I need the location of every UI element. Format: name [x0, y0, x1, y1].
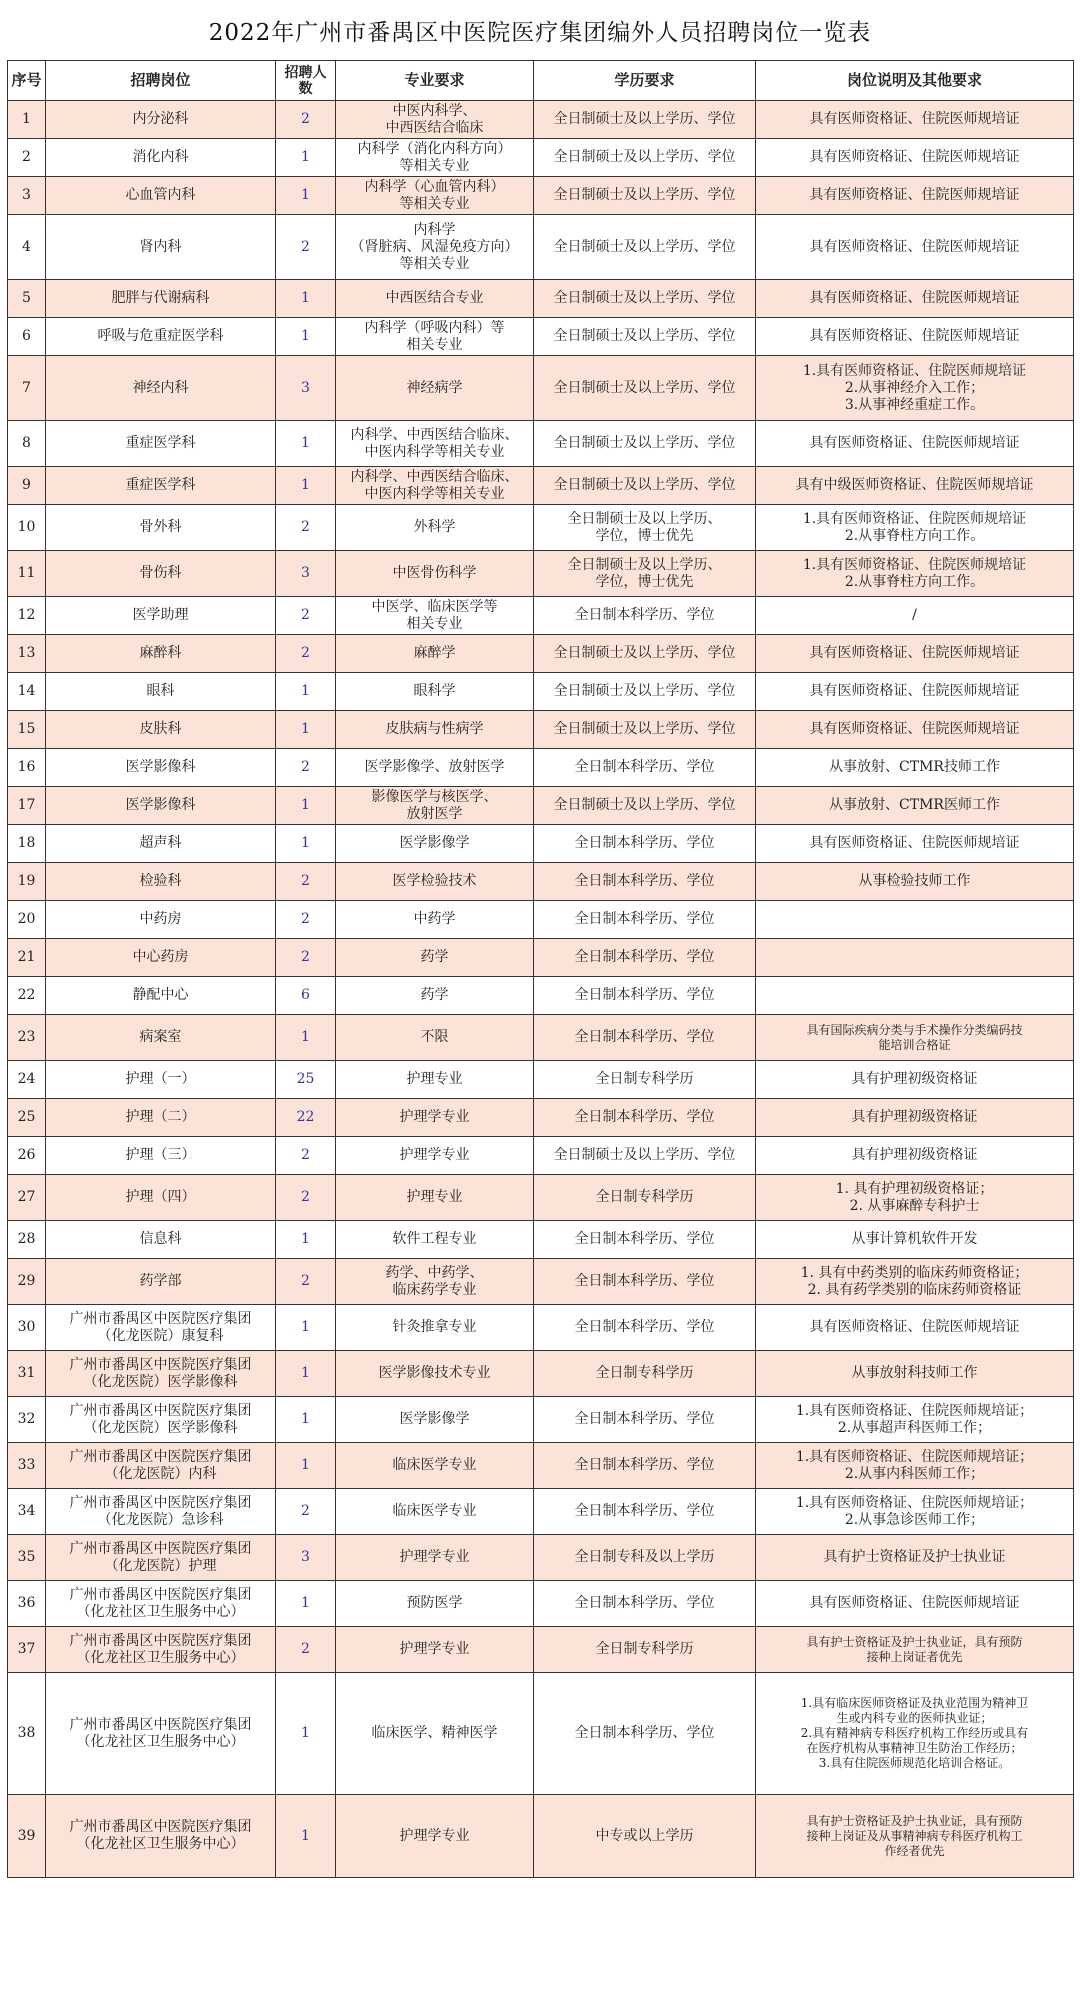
cell-major: 预防医学 — [336, 1581, 534, 1627]
table-row — [8, 215, 1074, 280]
cell-major: 中医学、临床医学等 相关专业 — [336, 597, 534, 635]
cell-edu: 全日制硕士及以上学历、学位 — [534, 215, 756, 280]
cell-note: 具有医师资格证、住院医师规培证 — [756, 711, 1074, 749]
cell-post: 中心药房 — [46, 939, 276, 977]
table-row — [8, 1221, 1074, 1259]
table-row — [8, 1015, 1074, 1061]
cell-major: 中药学 — [336, 901, 534, 939]
cell-note: 1.具有医师资格证、住院医师规培证； 2.从事超声科医师工作； — [756, 1397, 1074, 1443]
cell-major: 护理专业 — [336, 1061, 534, 1099]
cell-major: 护理学专业 — [336, 1535, 534, 1581]
cell-post: 重症医学科 — [46, 467, 276, 505]
cell-edu: 全日制硕士及以上学历、学位 — [534, 356, 756, 421]
table-row — [8, 551, 1074, 597]
cell-post: 药学部 — [46, 1259, 276, 1305]
cell-edu: 全日制硕士及以上学历、学位 — [534, 318, 756, 356]
cell-edu: 全日制本科学历、学位 — [534, 1099, 756, 1137]
cell-count: 1 — [276, 1351, 336, 1397]
table-row — [8, 749, 1074, 787]
cell-major: 护理学专业 — [336, 1137, 534, 1175]
cell-edu: 全日制硕士及以上学历、学位 — [534, 421, 756, 467]
table-row — [8, 1673, 1074, 1795]
cell-count: 2 — [276, 863, 336, 901]
cell-edu: 全日制本科学历、学位 — [534, 1673, 756, 1795]
cell-edu: 全日制专科学历 — [534, 1061, 756, 1099]
cell-note — [756, 901, 1074, 939]
table-row — [8, 1259, 1074, 1305]
cell-edu: 全日制硕士及以上学历、学位 — [534, 467, 756, 505]
cell-post: 皮肤科 — [46, 711, 276, 749]
cell-note: 具有医师资格证、住院医师规培证 — [756, 825, 1074, 863]
cell-no: 38 — [8, 1673, 46, 1795]
cell-major: 影像医学与核医学、 放射医学 — [336, 787, 534, 825]
cell-post: 超声科 — [46, 825, 276, 863]
cell-note: 具有护理初级资格证 — [756, 1061, 1074, 1099]
cell-note: 具有医师资格证、住院医师规培证 — [756, 318, 1074, 356]
cell-edu: 全日制本科学历、学位 — [534, 977, 756, 1015]
table-row — [8, 597, 1074, 635]
cell-post: 广州市番禺区中医院医疗集团 （化龙社区卫生服务中心） — [46, 1581, 276, 1627]
page-title: 2022年广州市番禺区中医院医疗集团编外人员招聘岗位一览表 — [208, 19, 872, 46]
cell-post: 呼吸与危重症医学科 — [46, 318, 276, 356]
cell-edu: 全日制本科学历、学位 — [534, 1397, 756, 1443]
cell-post: 广州市番禺区中医院医疗集团 （化龙医院）医学影像科 — [46, 1351, 276, 1397]
cell-post: 骨伤科 — [46, 551, 276, 597]
table-row — [8, 467, 1074, 505]
cell-note: 从事放射、CTMR医师工作 — [756, 787, 1074, 825]
cell-no: 22 — [8, 977, 46, 1015]
cell-note — [756, 977, 1074, 1015]
cell-no: 8 — [8, 421, 46, 467]
cell-edu: 全日制本科学历、学位 — [534, 863, 756, 901]
cell-major: 内科学、中西医结合临床、 中医内科学等相关专业 — [336, 467, 534, 505]
cell-post: 消化内科 — [46, 139, 276, 177]
cell-note: 1.具有医师资格证、住院医师规培证 2.从事神经介入工作； 3.从事神经重症工作。 — [756, 356, 1074, 421]
cell-count: 1 — [276, 318, 336, 356]
cell-count: 1 — [276, 177, 336, 215]
cell-count: 2 — [276, 635, 336, 673]
cell-count: 2 — [276, 1489, 336, 1535]
cell-major: 内科学 （肾脏病、风湿免疫方向） 等相关专业 — [336, 215, 534, 280]
table-row — [8, 901, 1074, 939]
table-row — [8, 1175, 1074, 1221]
cell-post: 静配中心 — [46, 977, 276, 1015]
cell-note: 1.具有医师资格证、住院医师规培证； 2.从事内科医师工作； — [756, 1443, 1074, 1489]
cell-note: 从事计算机软件开发 — [756, 1221, 1074, 1259]
cell-post: 广州市番禺区中医院医疗集团 （化龙社区卫生服务中心） — [46, 1673, 276, 1795]
cell-count: 2 — [276, 1259, 336, 1305]
cell-edu: 全日制硕士及以上学历、学位 — [534, 1137, 756, 1175]
cell-edu: 全日制硕士及以上学历、学位 — [534, 711, 756, 749]
cell-no: 33 — [8, 1443, 46, 1489]
cell-count: 2 — [276, 749, 336, 787]
cell-count: 22 — [276, 1099, 336, 1137]
cell-count: 1 — [276, 467, 336, 505]
cell-post: 护理（一） — [46, 1061, 276, 1099]
cell-note: / — [756, 597, 1074, 635]
cell-no: 13 — [8, 635, 46, 673]
cell-major: 临床医学、精神医学 — [336, 1673, 534, 1795]
table-header-row — [8, 61, 1074, 101]
table-row — [8, 1305, 1074, 1351]
table-row — [8, 863, 1074, 901]
cell-major: 麻醉学 — [336, 635, 534, 673]
cell-post: 信息科 — [46, 1221, 276, 1259]
cell-no: 30 — [8, 1305, 46, 1351]
cell-count: 1 — [276, 1443, 336, 1489]
cell-no: 23 — [8, 1015, 46, 1061]
header-major: 专业要求 — [336, 61, 534, 101]
cell-no: 2 — [8, 139, 46, 177]
cell-note: 具有医师资格证、住院医师规培证 — [756, 421, 1074, 467]
cell-note: 1.具有医师资格证、住院医师规培证； 2.从事急诊医师工作； — [756, 1489, 1074, 1535]
table-row — [8, 939, 1074, 977]
cell-no: 9 — [8, 467, 46, 505]
cell-no: 29 — [8, 1259, 46, 1305]
cell-major: 医学影像技术专业 — [336, 1351, 534, 1397]
cell-edu: 全日制本科学历、学位 — [534, 1305, 756, 1351]
cell-no: 25 — [8, 1099, 46, 1137]
cell-note: 具有医师资格证、住院医师规培证 — [756, 215, 1074, 280]
cell-post: 广州市番禺区中医院医疗集团 （化龙社区卫生服务中心） — [46, 1795, 276, 1878]
cell-note: 从事检验技师工作 — [756, 863, 1074, 901]
cell-note — [756, 939, 1074, 977]
cell-post: 肥胖与代谢病科 — [46, 280, 276, 318]
cell-count: 2 — [276, 101, 336, 139]
cell-post: 医学助理 — [46, 597, 276, 635]
cell-note: 1. 具有护理初级资格证； 2. 从事麻醉专科护士 — [756, 1175, 1074, 1221]
cell-no: 19 — [8, 863, 46, 901]
cell-count: 1 — [276, 421, 336, 467]
cell-count: 1 — [276, 1305, 336, 1351]
table-row — [8, 711, 1074, 749]
cell-post: 广州市番禺区中医院医疗集团 （化龙社区卫生服务中心） — [46, 1627, 276, 1673]
table-row — [8, 1627, 1074, 1673]
cell-count: 1 — [276, 711, 336, 749]
cell-no: 17 — [8, 787, 46, 825]
cell-count: 1 — [276, 139, 336, 177]
cell-no: 12 — [8, 597, 46, 635]
cell-edu: 全日制硕士及以上学历、学位 — [534, 673, 756, 711]
cell-major: 软件工程专业 — [336, 1221, 534, 1259]
cell-post: 重症医学科 — [46, 421, 276, 467]
cell-major: 中医骨伤科学 — [336, 551, 534, 597]
cell-edu: 全日制专科学历 — [534, 1351, 756, 1397]
cell-post: 广州市番禺区中医院医疗集团 （化龙医院）内科 — [46, 1443, 276, 1489]
table-body — [8, 101, 1074, 1878]
header-note: 岗位说明及其他要求 — [756, 61, 1074, 101]
cell-major: 临床医学专业 — [336, 1443, 534, 1489]
cell-note: 具有医师资格证、住院医师规培证 — [756, 1305, 1074, 1351]
table-row — [8, 1099, 1074, 1137]
cell-edu: 全日制硕士及以上学历、学位 — [534, 101, 756, 139]
cell-major: 中医内科学、 中西医结合临床 — [336, 101, 534, 139]
cell-edu: 全日制本科学历、学位 — [534, 1015, 756, 1061]
cell-post: 护理（二） — [46, 1099, 276, 1137]
cell-edu: 全日制本科学历、学位 — [534, 825, 756, 863]
table-row — [8, 635, 1074, 673]
cell-major: 护理专业 — [336, 1175, 534, 1221]
cell-count: 2 — [276, 939, 336, 977]
cell-no: 18 — [8, 825, 46, 863]
cell-major: 药学 — [336, 939, 534, 977]
cell-no: 21 — [8, 939, 46, 977]
cell-major: 内科学（呼吸内科）等 相关专业 — [336, 318, 534, 356]
cell-count: 2 — [276, 597, 336, 635]
cell-post: 中药房 — [46, 901, 276, 939]
cell-edu: 全日制专科学历 — [534, 1175, 756, 1221]
cell-count: 1 — [276, 673, 336, 711]
cell-edu: 全日制硕士及以上学历、学位 — [534, 635, 756, 673]
cell-edu: 全日制硕士及以上学历、 学位，博士优先 — [534, 505, 756, 551]
cell-post: 心血管内科 — [46, 177, 276, 215]
cell-no: 3 — [8, 177, 46, 215]
cell-no: 34 — [8, 1489, 46, 1535]
header-edu: 学历要求 — [534, 61, 756, 101]
table-row — [8, 1489, 1074, 1535]
cell-post: 广州市番禺区中医院医疗集团 （化龙医院）护理 — [46, 1535, 276, 1581]
cell-note: 具有护理初级资格证 — [756, 1137, 1074, 1175]
cell-note: 1. 具有中药类别的临床药师资格证； 2. 具有药学类别的临床药师资格证 — [756, 1259, 1074, 1305]
header-no: 序号 — [8, 61, 46, 101]
cell-major: 医学影像学 — [336, 1397, 534, 1443]
cell-edu: 全日制本科学历、学位 — [534, 901, 756, 939]
cell-count: 1 — [276, 825, 336, 863]
cell-count: 2 — [276, 1137, 336, 1175]
cell-no: 35 — [8, 1535, 46, 1581]
cell-no: 16 — [8, 749, 46, 787]
cell-major: 医学影像学、放射医学 — [336, 749, 534, 787]
cell-no: 1 — [8, 101, 46, 139]
cell-post: 广州市番禺区中医院医疗集团 （化龙医院）急诊科 — [46, 1489, 276, 1535]
cell-post: 检验科 — [46, 863, 276, 901]
cell-no: 5 — [8, 280, 46, 318]
cell-edu: 中专或以上学历 — [534, 1795, 756, 1878]
cell-edu: 全日制硕士及以上学历、 学位，博士优先 — [534, 551, 756, 597]
cell-major: 临床医学专业 — [336, 1489, 534, 1535]
cell-count: 6 — [276, 977, 336, 1015]
cell-count: 2 — [276, 215, 336, 280]
cell-major: 神经病学 — [336, 356, 534, 421]
cell-count: 1 — [276, 280, 336, 318]
cell-no: 15 — [8, 711, 46, 749]
table-row — [8, 1351, 1074, 1397]
table-row — [8, 139, 1074, 177]
cell-note: 1.具有临床医师资格证及执业范围为精神卫 生或内科专业的医师执业证； 2.具有精神病专科医疗机构工作经历或具有 在医疗机构从事精神卫生防治工作经历； 3.具有住院医师规范化培训合格证。 — [756, 1673, 1074, 1795]
cell-note: 从事放射科技师工作 — [756, 1351, 1074, 1397]
cell-major: 皮肤病与性病学 — [336, 711, 534, 749]
cell-no: 31 — [8, 1351, 46, 1397]
cell-no: 4 — [8, 215, 46, 280]
cell-edu: 全日制硕士及以上学历、学位 — [534, 139, 756, 177]
cell-note: 具有护理初级资格证 — [756, 1099, 1074, 1137]
cell-count: 1 — [276, 1673, 336, 1795]
table-row — [8, 1535, 1074, 1581]
recruitment-table — [7, 60, 1074, 1878]
cell-major: 眼科学 — [336, 673, 534, 711]
cell-post: 护理（三） — [46, 1137, 276, 1175]
cell-post: 医学影像科 — [46, 787, 276, 825]
table-row — [8, 977, 1074, 1015]
cell-no: 7 — [8, 356, 46, 421]
cell-major: 中西医结合专业 — [336, 280, 534, 318]
cell-major: 医学影像学 — [336, 825, 534, 863]
cell-post: 病案室 — [46, 1015, 276, 1061]
cell-no: 20 — [8, 901, 46, 939]
header-count: 招聘人数 — [276, 61, 336, 101]
cell-edu: 全日制本科学历、学位 — [534, 939, 756, 977]
cell-edu: 全日制硕士及以上学历、学位 — [534, 280, 756, 318]
table-row — [8, 787, 1074, 825]
table-row — [8, 280, 1074, 318]
cell-edu: 全日制本科学历、学位 — [534, 1221, 756, 1259]
cell-note: 具有中级医师资格证、住院医师规培证 — [756, 467, 1074, 505]
cell-count: 2 — [276, 1627, 336, 1673]
cell-post: 眼科 — [46, 673, 276, 711]
cell-major: 护理学专业 — [336, 1099, 534, 1137]
cell-count: 2 — [276, 1175, 336, 1221]
cell-note: 具有医师资格证、住院医师规培证 — [756, 177, 1074, 215]
cell-edu: 全日制本科学历、学位 — [534, 1489, 756, 1535]
cell-count: 1 — [276, 1221, 336, 1259]
cell-note: 具有医师资格证、住院医师规培证 — [756, 1581, 1074, 1627]
cell-post: 广州市番禺区中医院医疗集团 （化龙医院）康复科 — [46, 1305, 276, 1351]
cell-major: 药学 — [336, 977, 534, 1015]
cell-count: 2 — [276, 901, 336, 939]
cell-note: 具有医师资格证、住院医师规培证 — [756, 139, 1074, 177]
table-row — [8, 1137, 1074, 1175]
table-row — [8, 101, 1074, 139]
table-row — [8, 1795, 1074, 1878]
cell-major: 外科学 — [336, 505, 534, 551]
cell-no: 6 — [8, 318, 46, 356]
cell-major: 护理学专业 — [336, 1795, 534, 1878]
cell-no: 28 — [8, 1221, 46, 1259]
cell-count: 25 — [276, 1061, 336, 1099]
cell-edu: 全日制本科学历、学位 — [534, 597, 756, 635]
cell-note: 1.具有医师资格证、住院医师规培证 2.从事脊柱方向工作。 — [756, 505, 1074, 551]
table-row — [8, 505, 1074, 551]
table-row — [8, 1581, 1074, 1627]
table-row — [8, 177, 1074, 215]
cell-count: 2 — [276, 505, 336, 551]
cell-major: 不限 — [336, 1015, 534, 1061]
cell-no: 36 — [8, 1581, 46, 1627]
cell-note: 具有护士资格证及护士执业证 — [756, 1535, 1074, 1581]
cell-note: 具有护士资格证及护士执业证，具有预防 接种上岗证及从事精神病专科医疗机构工 作经者优先 — [756, 1795, 1074, 1878]
cell-edu: 全日制本科学历、学位 — [534, 1581, 756, 1627]
table-row — [8, 421, 1074, 467]
cell-edu: 全日制本科学历、学位 — [534, 1259, 756, 1305]
cell-count: 1 — [276, 1397, 336, 1443]
cell-no: 24 — [8, 1061, 46, 1099]
cell-note: 1.具有医师资格证、住院医师规培证 2.从事脊柱方向工作。 — [756, 551, 1074, 597]
cell-post: 骨外科 — [46, 505, 276, 551]
cell-note: 具有国际疾病分类与手术操作分类编码技 能培训合格证 — [756, 1015, 1074, 1061]
cell-note: 具有护士资格证及护士执业证，具有预防 接种上岗证者优先 — [756, 1627, 1074, 1673]
table-row — [8, 356, 1074, 421]
cell-note: 具有医师资格证、住院医师规培证 — [756, 280, 1074, 318]
cell-no: 27 — [8, 1175, 46, 1221]
table-row — [8, 1061, 1074, 1099]
cell-post: 肾内科 — [46, 215, 276, 280]
cell-post: 广州市番禺区中医院医疗集团 （化龙医院）医学影像科 — [46, 1397, 276, 1443]
cell-major: 医学检验技术 — [336, 863, 534, 901]
cell-note: 具有医师资格证、住院医师规培证 — [756, 635, 1074, 673]
cell-count: 1 — [276, 1015, 336, 1061]
cell-post: 护理（四） — [46, 1175, 276, 1221]
cell-edu: 全日制硕士及以上学历、学位 — [534, 787, 756, 825]
table-row — [8, 318, 1074, 356]
cell-no: 10 — [8, 505, 46, 551]
cell-note: 从事放射、CTMR技师工作 — [756, 749, 1074, 787]
cell-no: 11 — [8, 551, 46, 597]
cell-count: 3 — [276, 1535, 336, 1581]
cell-count: 1 — [276, 1795, 336, 1878]
cell-major: 药学、中药学、 临床药学专业 — [336, 1259, 534, 1305]
cell-post: 神经内科 — [46, 356, 276, 421]
cell-count: 3 — [276, 356, 336, 421]
cell-note: 具有医师资格证、住院医师规培证 — [756, 673, 1074, 711]
header-post: 招聘岗位 — [46, 61, 276, 101]
cell-count: 1 — [276, 1581, 336, 1627]
cell-major: 内科学、中西医结合临床、 中医内科学等相关专业 — [336, 421, 534, 467]
cell-major: 内科学（心血管内科） 等相关专业 — [336, 177, 534, 215]
table-row — [8, 1397, 1074, 1443]
cell-edu: 全日制专科学历 — [534, 1627, 756, 1673]
cell-no: 26 — [8, 1137, 46, 1175]
cell-major: 针灸推拿专业 — [336, 1305, 534, 1351]
cell-edu: 全日制本科学历、学位 — [534, 1443, 756, 1489]
table-row — [8, 825, 1074, 863]
cell-post: 麻醉科 — [46, 635, 276, 673]
cell-post: 医学影像科 — [46, 749, 276, 787]
cell-edu: 全日制本科学历、学位 — [534, 749, 756, 787]
cell-no: 32 — [8, 1397, 46, 1443]
cell-count: 1 — [276, 787, 336, 825]
cell-major: 内科学（消化内科方向） 等相关专业 — [336, 139, 534, 177]
cell-no: 37 — [8, 1627, 46, 1673]
cell-no: 14 — [8, 673, 46, 711]
cell-count: 3 — [276, 551, 336, 597]
cell-edu: 全日制专科及以上学历 — [534, 1535, 756, 1581]
table-row — [8, 673, 1074, 711]
cell-major: 护理学专业 — [336, 1627, 534, 1673]
cell-post: 内分泌科 — [46, 101, 276, 139]
cell-edu: 全日制硕士及以上学历、学位 — [534, 177, 756, 215]
table-row — [8, 1443, 1074, 1489]
cell-no: 39 — [8, 1795, 46, 1878]
cell-note: 具有医师资格证、住院医师规培证 — [756, 101, 1074, 139]
